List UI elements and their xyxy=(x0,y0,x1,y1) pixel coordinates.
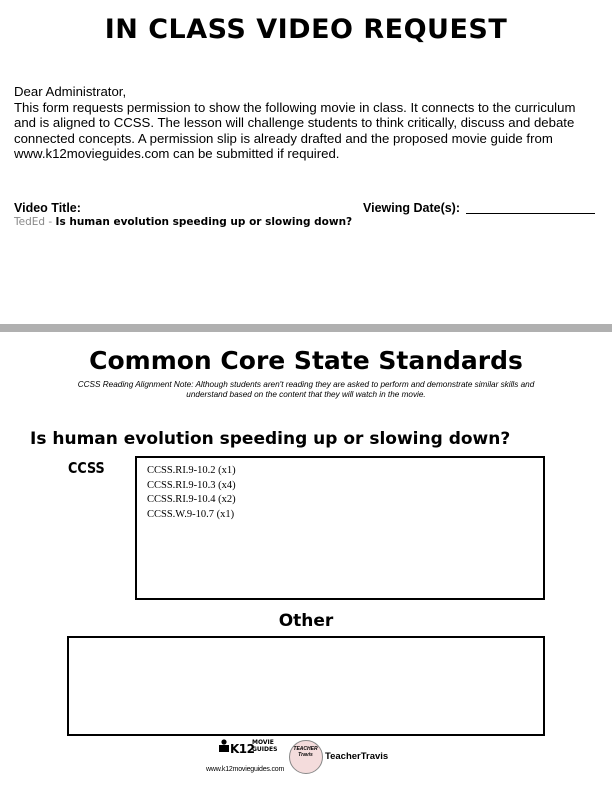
ccss-alignment-note: CCSS Reading Alignment Note: Although students aren't reading they are asked to perform and demonstrate similar skills and understand based on the content that they will watch in the movie. xyxy=(77,380,535,399)
letter-body: This form requests permission to show the following movie in class. It connects to the curriculum and is aligned to CCSS. The lesson will challenge students to think critically, discuss and debate connected concepts. A permission slip is already drafted and the proposed movie guide from www.k12movieguides.com can be submitted if required. xyxy=(14,99,576,161)
ccss-section-title: Common Core State Standards xyxy=(89,346,523,375)
viewing-date-label: Viewing Date(s): xyxy=(363,201,461,215)
other-notes-box[interactable] xyxy=(67,636,545,736)
video-title-value xyxy=(14,216,352,228)
film-camera-icon xyxy=(218,739,230,753)
request-fields xyxy=(14,201,599,217)
k12-brand: K12 xyxy=(230,742,255,756)
page-title: IN CLASS VIDEO REQUEST xyxy=(104,14,508,45)
teacher-travis-name: TeacherTravis xyxy=(325,751,389,762)
standard-item: CCSS.RI.9-10.3 (x4) xyxy=(147,479,236,491)
video-source: TedEd xyxy=(14,216,46,228)
standard-item: CCSS.RI.9-10.2 (x1) xyxy=(147,465,236,476)
standard-item: CCSS.W.9-10.7 (x1) xyxy=(147,508,235,520)
viewing-date-field[interactable] xyxy=(466,213,595,214)
letter-salutation: Dear Administrator, xyxy=(14,84,127,99)
k12-subtitle: MOVIE GUIDES xyxy=(252,739,278,753)
footer xyxy=(0,738,612,788)
other-section-title: Other xyxy=(278,611,334,631)
section-divider xyxy=(0,324,612,332)
ccss-label: CCSS xyxy=(68,459,105,477)
standards-list xyxy=(147,464,533,522)
video-separator: - xyxy=(45,216,56,228)
video-title-label: Video Title: xyxy=(14,201,81,215)
teacher-travis-badge xyxy=(289,740,323,774)
badge-text: TEACHER Travis xyxy=(293,746,318,758)
k12-movie-guides-logo xyxy=(204,738,284,782)
standard-item: CCSS.RI.9-10.4 (x2) xyxy=(147,494,236,505)
standards-box xyxy=(135,456,545,600)
request-letter xyxy=(14,84,599,162)
video-name: Is human evolution speeding up or slowing down? xyxy=(55,216,353,228)
k12-url: www.k12movieguides.com xyxy=(206,766,285,773)
video-question-heading: Is human evolution speeding up or slowing down? xyxy=(30,429,511,449)
